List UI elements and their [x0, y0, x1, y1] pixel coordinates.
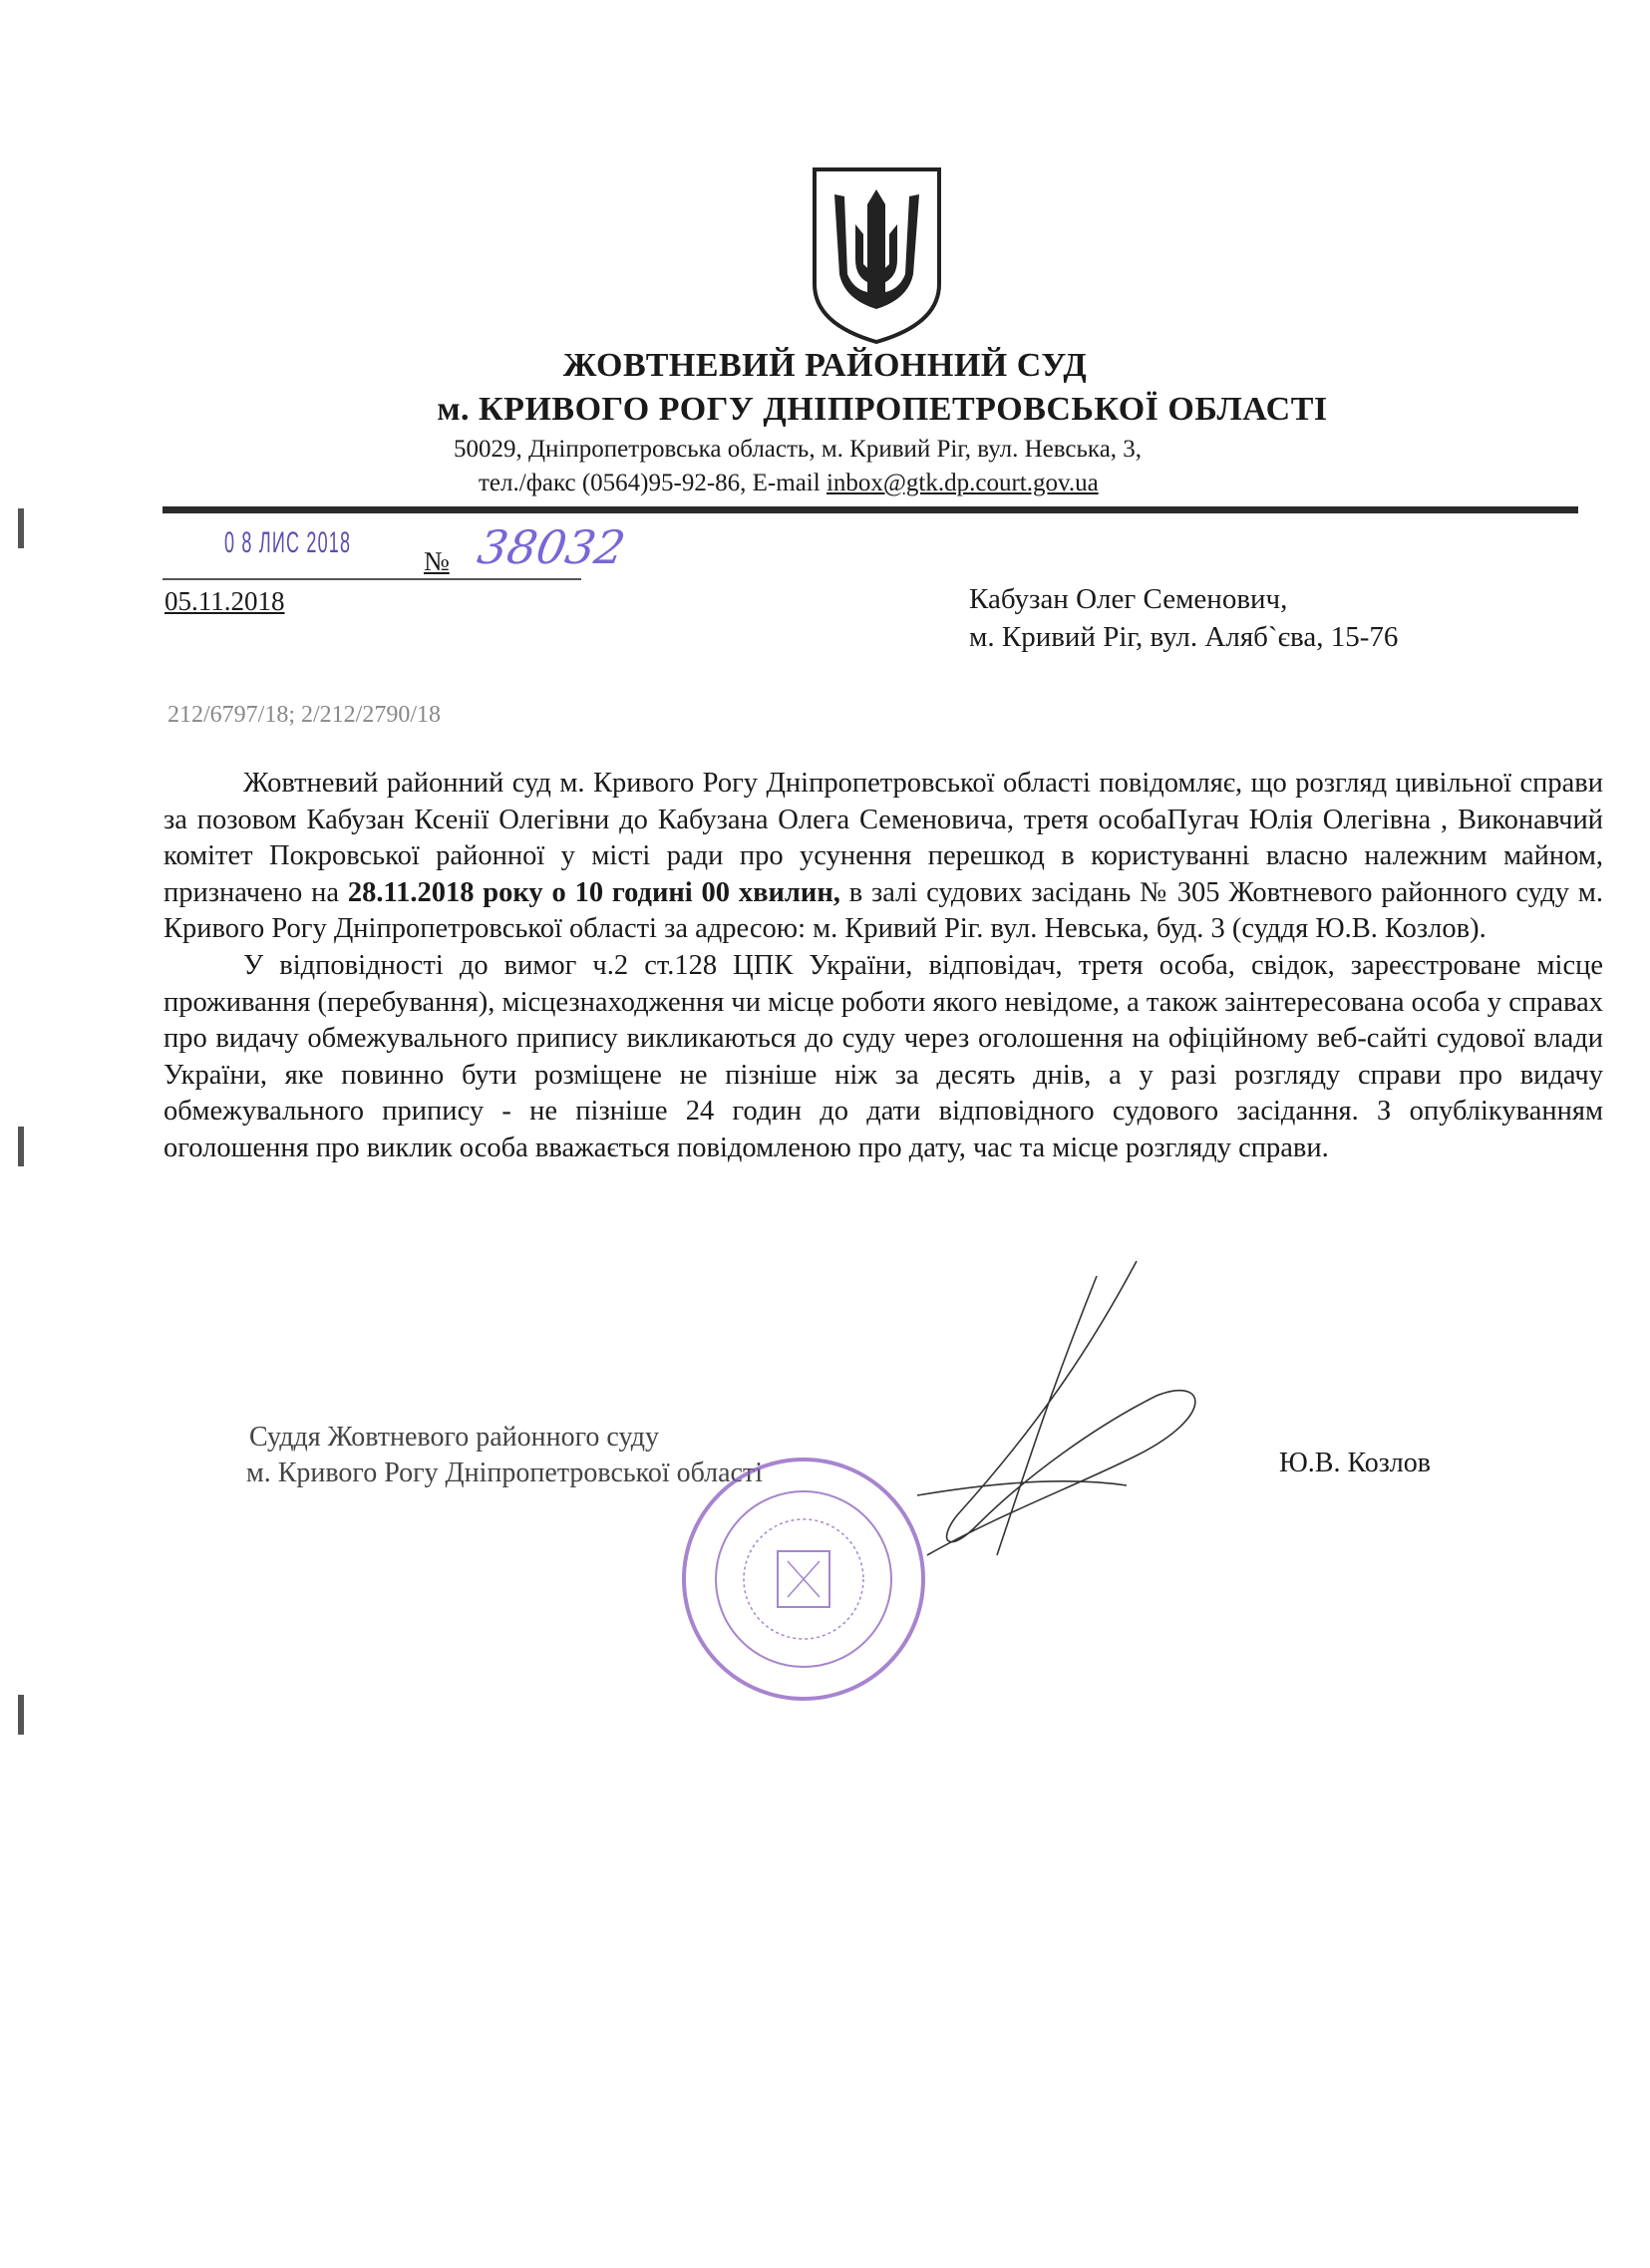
recipient-address: м. Кривий Ріг, вул. Аляб`єва, 15-76	[969, 621, 1399, 653]
registration-number-handwritten: 38032	[474, 520, 630, 574]
paragraph-hearing	[164, 766, 1603, 948]
number-label: №	[424, 546, 450, 576]
hearing-datetime: 28.11.2018 року о 10 годині 00 хвилин,	[347, 876, 840, 908]
coat-of-arms-trident-emblem	[810, 164, 944, 344]
judge-title-line2: м. Кривого Рогу Дніпропетровської області	[246, 1458, 763, 1488]
text: в залі судових засідань № 305 Жовтневого районного суду м. Кривого Рогу Дніпропетровської області за адресою: м. Кривий Ріг. вул. Невська, буд. 3 (суддя Ю.В. Козлов).	[164, 876, 1603, 945]
scan-artifact	[18, 1695, 24, 1735]
scan-artifact	[18, 508, 24, 548]
court-address: 50029, Дніпропетровська область, м. Кривий Ріг, вул. Невська, 3,	[454, 436, 1143, 463]
judge-name: Ю.В. Козлов	[1279, 1448, 1431, 1478]
phone-fax: тел./факс (0564)95-92-86, E-mail	[479, 470, 826, 496]
registration-stamp-date: 0 8 ЛИС 2018	[224, 526, 352, 559]
recipient-name: Кабузан Олег Семенович,	[969, 583, 1288, 615]
court-name: ЖОВТНЕВИЙ РАЙОННИЙ СУД	[562, 347, 1088, 384]
judge-title-line1: Суддя Жовтневого районного суду	[249, 1422, 659, 1453]
recipient	[969, 580, 1398, 656]
handwritten-signature	[798, 1256, 1276, 1575]
text: Жовтневий районний суд м. Кривого Рогу Дніпропетровської області повідомляє, що розгляд цивільної справи за позовом Кабузан Ксенії Олегівни до Кабузана Олега Семеновича, третя особаПугач Юлія Олегівна , Виконавчий комітет Покровської районної у місті ради про усунення перешкод в користуванні власно належним майном, призначено на	[164, 768, 1603, 908]
email-link[interactable]: inbox@gtk.dp.court.gov.ua	[825, 470, 1099, 496]
court-city: м. КРИВОГО РОГУ ДНІПРОПЕТРОВСЬКОЇ ОБЛАСТІ	[437, 391, 1328, 428]
case-number: 212/6797/18; 2/212/2790/18	[167, 702, 442, 728]
court-contacts	[479, 470, 1099, 497]
letter-body	[164, 766, 1603, 1167]
scan-artifact	[18, 1127, 24, 1166]
paragraph-legal-notice: У відповідності до вимог ч.2 ст.128 ЦПК України, відповідач, третя особа, свідок, зареєстроване місце проживання (перебування), місцезнаходження чи місце роботи якого невідоме, а також заінтересована особа у справах про видачу обмежувального припису викликаються до суду через оголошення на офіційному веб-сайті судової влади України, яке повинно бути розміщене не пізніше ніж за десять днів, а у разі розгляду справи про видачу обмежувального припису - не пізніше 24 годин до дати відповідного судового засідання. З опублікуванням оголошення про виклик особа вважається повідомленою про дату, час та місце розгляду справи.	[164, 949, 1603, 1163]
registration-line	[163, 578, 581, 580]
letter-date: 05.11.2018	[165, 586, 285, 616]
header-divider	[163, 506, 1578, 513]
